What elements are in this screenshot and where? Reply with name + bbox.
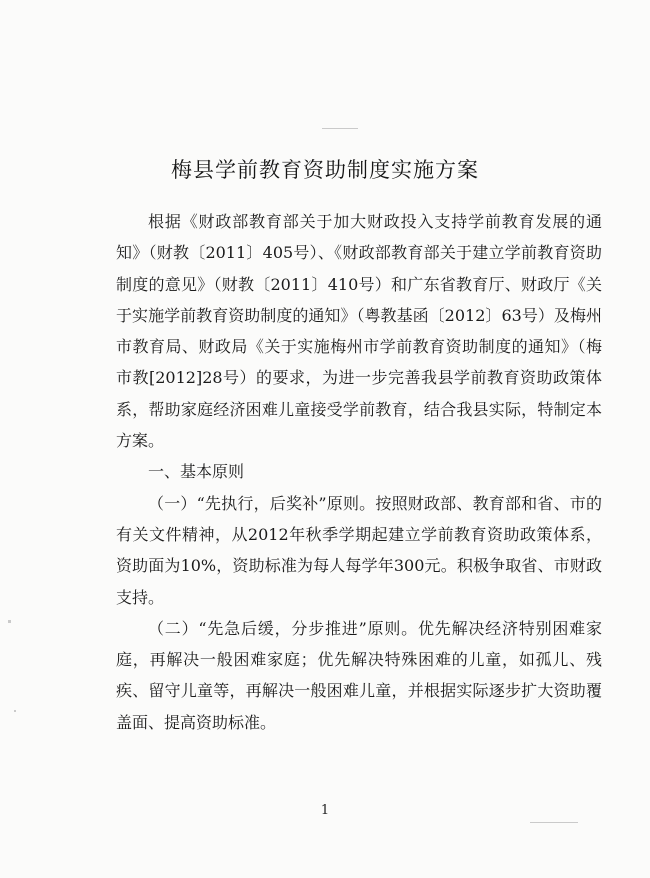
scan-speck	[14, 710, 16, 712]
paragraph-principle-1: （一）“先执行，后奖补”原则。按照财政部、教育部和省、市的有关文件精神，从2012年秋季学期起建立学前教育资助政策体系，资助面为10%，资助标准为每人每学年300元。积极争取省、市财政支持。	[116, 493, 602, 607]
section-heading-basic-principles: 一、基本原则	[148, 462, 245, 482]
document-title: 梅县学前教育资助制度实施方案	[171, 158, 479, 182]
scan-speck	[322, 128, 358, 129]
document-body	[116, 206, 602, 738]
scan-speck	[530, 822, 578, 823]
paragraph-principle-2: （二）“先急后缓，分步推进”原则。优先解决经济特别困难家庭，再解决一般困难家庭；优先解决特殊困难的儿童，如孤儿、残疾、留守儿童等，再解决一般困难儿童，并根据实际逐步扩大资助覆盖面、提高资助标准。	[116, 618, 602, 732]
paragraph-intro: 根据《财政部教育部关于加大财政投入支持学前教育发展的通知》（财教〔2011〕405号）、《财政部教育部关于建立学前教育资助制度的意见》（财教〔2011〕410号）和广东省教育厅、财政厅《关于实施学前教育资助制度的通知》（粤教基函〔2012〕63号）及梅州市教育局、财政局《关于实施梅州市学前教育资助制度的通知》（梅市教[2012]28号）的要求，为进一步完善我县学前教育资助政策体系，帮助家庭经济困难儿童接受学前教育，结合我县实际，特制定本方案。	[116, 212, 602, 451]
page-number: 1	[320, 803, 330, 818]
scan-speck	[8, 620, 11, 623]
